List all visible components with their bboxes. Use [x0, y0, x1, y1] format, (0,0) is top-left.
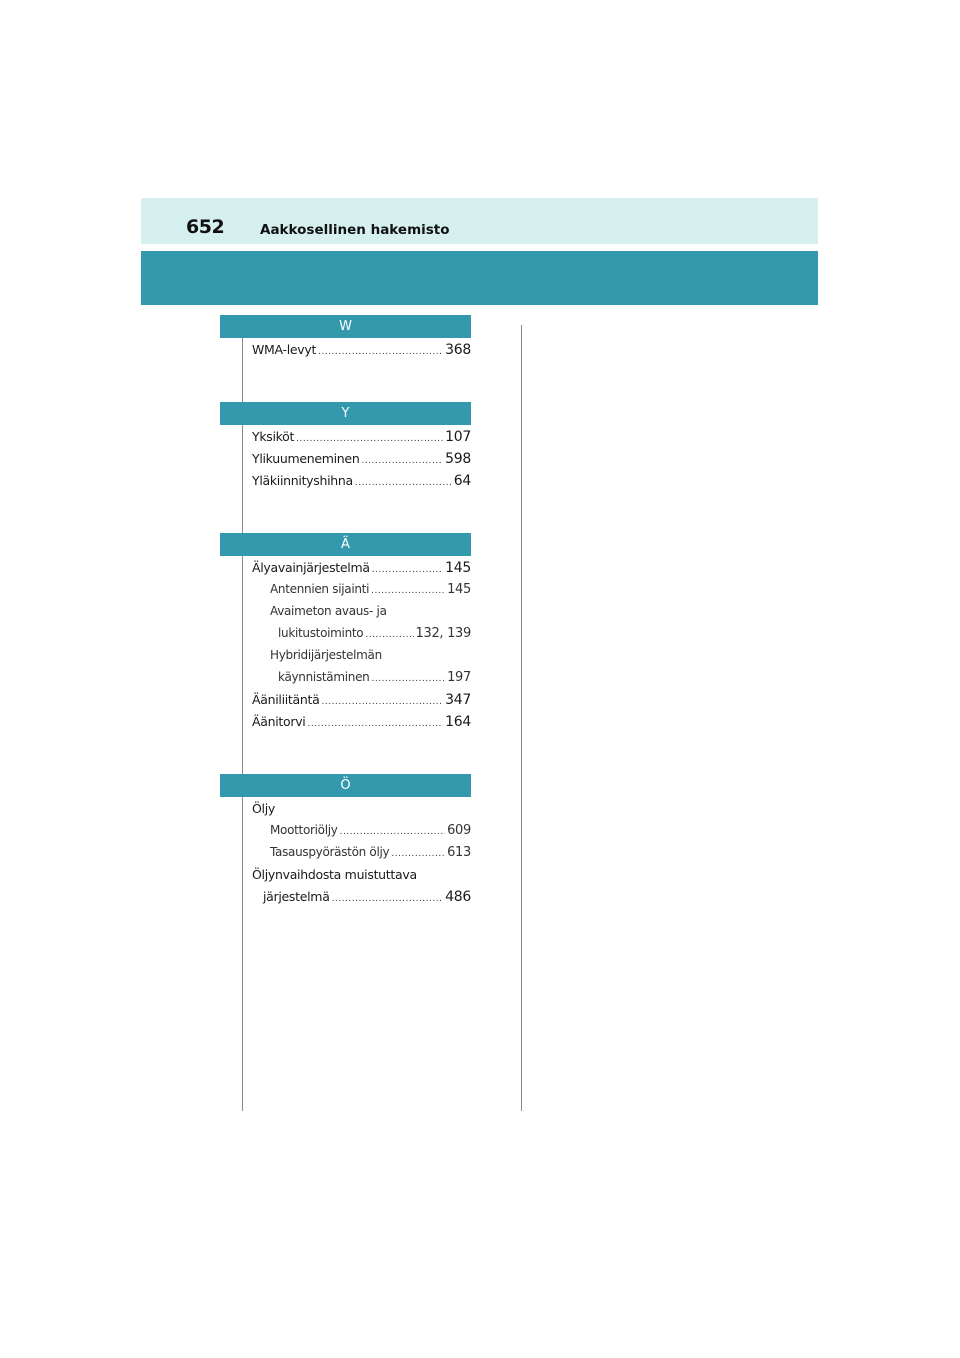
entry-label: Avaimeton avaus- ja: [270, 604, 387, 618]
dot-leader: [307, 719, 443, 729]
page-number: 652: [186, 216, 225, 238]
index-entry: [220, 801, 471, 823]
index-entry[interactable]: [220, 692, 471, 714]
dot-leader: [372, 565, 443, 575]
dot-leader: [371, 674, 445, 684]
index-subentry-continuation[interactable]: [220, 670, 471, 692]
index-section-oe: [220, 774, 471, 911]
dot-leader: [391, 849, 445, 859]
section-letter: Ä: [220, 533, 471, 556]
dot-leader: [321, 697, 443, 707]
dot-leader: [365, 630, 413, 640]
dot-leader: [332, 894, 444, 904]
column-divider-right: [521, 325, 522, 1111]
entry-page: 598: [445, 451, 471, 467]
entry-label: Antennien sijainti: [270, 582, 370, 596]
entry-label: Ylikuumeneminen: [252, 451, 360, 466]
section-letter: W: [220, 315, 471, 338]
dot-leader: [318, 347, 443, 357]
dot-leader: [296, 434, 443, 444]
index-section-y: [220, 402, 471, 495]
entry-label: Öljy: [252, 801, 275, 816]
entry-list: [220, 425, 471, 495]
entry-label: Älyavainjärjestelmä: [252, 560, 370, 575]
entry-label: Yläkiinnityshihna: [252, 473, 353, 488]
index-entry[interactable]: [220, 342, 471, 364]
entry-page: 164: [445, 714, 471, 730]
index-subentry[interactable]: [220, 582, 471, 604]
entry-label: käynnistäminen: [278, 670, 370, 684]
entry-label: järjestelmä: [263, 889, 330, 904]
entry-page: 64: [453, 473, 471, 489]
section-letter: Y: [220, 402, 471, 425]
entry-page: 347: [445, 692, 471, 708]
index-section-w: [220, 315, 471, 364]
entry-page: 197: [447, 670, 471, 685]
entry-label: Tasauspyörästön öljy: [270, 845, 390, 859]
entry-label: Öljynvaihdosta muistuttava: [252, 867, 417, 882]
section-letter: Ö: [220, 774, 471, 797]
entry-label: lukitustoiminto: [278, 626, 364, 640]
index-entry[interactable]: [220, 451, 471, 473]
entry-page: 613: [447, 845, 471, 860]
index-entry-continuation[interactable]: [220, 889, 471, 911]
index-entry[interactable]: [220, 473, 471, 495]
entry-list: [220, 338, 471, 364]
entry-page: 145: [447, 582, 471, 597]
entry-list: [220, 797, 471, 911]
dot-leader: [361, 456, 443, 466]
index-subentry: [220, 604, 471, 626]
entry-label: Ääniliitäntä: [252, 692, 320, 707]
index-entry: [220, 867, 471, 889]
dot-leader: [371, 586, 445, 596]
index-section-ae: [220, 533, 471, 736]
index-subentry[interactable]: [220, 845, 471, 867]
index-entry[interactable]: [220, 714, 471, 736]
index-entry[interactable]: [220, 429, 471, 451]
entry-label: Hybridijärjestelmän: [270, 648, 382, 662]
entry-label: Yksiköt: [252, 429, 295, 444]
entry-label: Moottoriöljy: [270, 823, 338, 837]
entry-label: Äänitorvi: [252, 714, 306, 729]
entry-page: 609: [447, 823, 471, 838]
header-band: [141, 198, 818, 244]
entry-page: 145: [445, 560, 471, 576]
index-entry[interactable]: [220, 560, 471, 582]
index-column: [220, 315, 471, 949]
page-title: Aakkosellinen hakemisto: [260, 222, 450, 238]
dot-leader: [355, 478, 452, 488]
header-bar: [141, 251, 818, 305]
entry-label: WMA-levyt: [252, 342, 317, 357]
entry-list: [220, 556, 471, 736]
index-subentry[interactable]: [220, 823, 471, 845]
entry-page: 107: [445, 429, 471, 445]
entry-page: 368: [445, 342, 471, 358]
entry-page: 486: [445, 889, 471, 905]
index-subentry-continuation[interactable]: [220, 626, 471, 648]
entry-page: 132, 139: [415, 626, 471, 641]
dot-leader: [340, 827, 446, 837]
index-subentry: [220, 648, 471, 670]
